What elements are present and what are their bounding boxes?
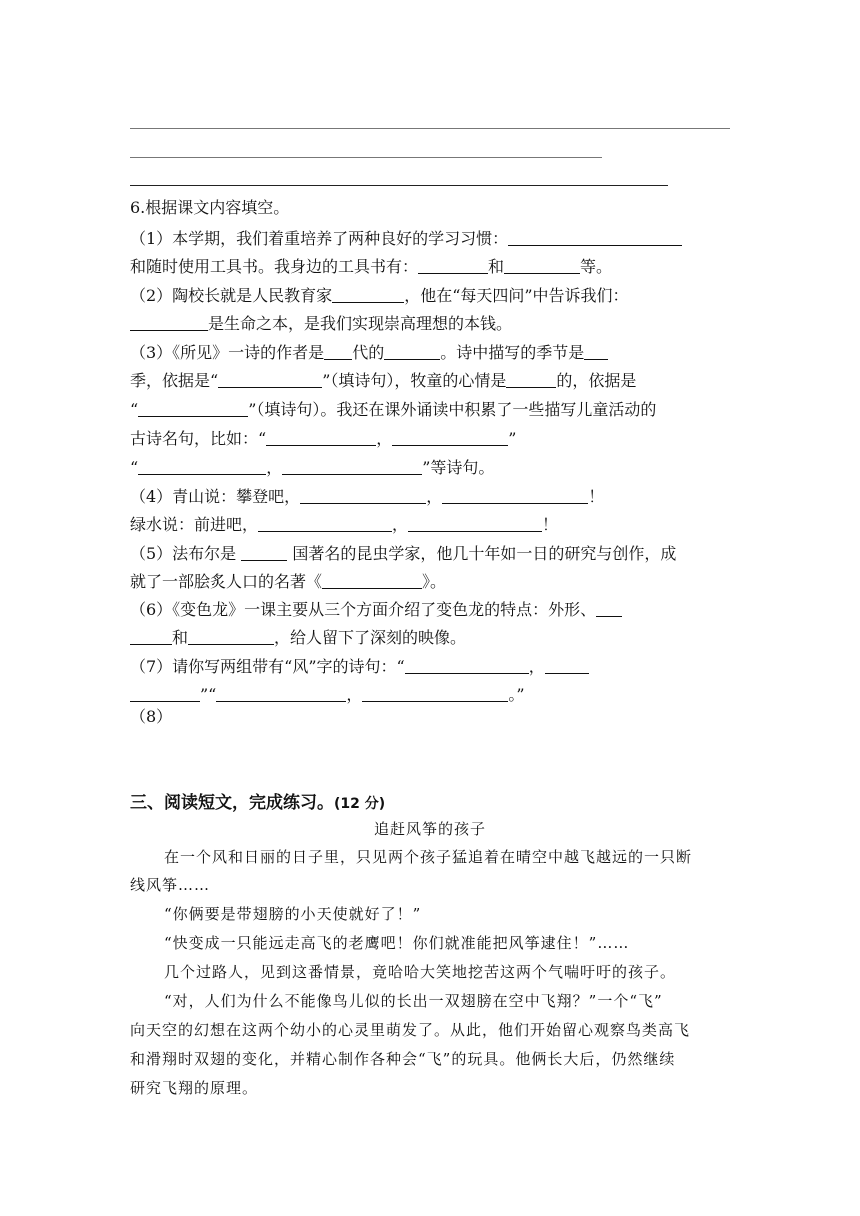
- fill-blank[interactable]: [130, 685, 200, 702]
- fill-blank[interactable]: [584, 343, 608, 360]
- question-6-item-6-line-1: （6）《变色龙》一课主要从三个方面介绍了变色龙的特点：外形、: [130, 599, 622, 621]
- question-6-item-3-line-5: “ ， ”等诗句。: [130, 458, 495, 477]
- question-6-item-4-line-2: 绿水说：前进吧， ， ！: [130, 515, 559, 534]
- fill-blank[interactable]: [392, 429, 508, 446]
- question-6-item-3-line-2: 季，依据是“ ”（填诗句），牧童的心情是 的，依据是: [130, 371, 637, 390]
- question-6-item-6-line-2: 和 ，给人留下了深刻的映像。: [130, 627, 466, 649]
- fill-blank[interactable]: [384, 343, 440, 360]
- question-6-item-3-line-4: 古诗名句，比如：“ ， ”: [130, 429, 517, 448]
- question-6-item-2-line-1: （2）陶校长就是人民教育家 ，他在“每天四问”中告诉我们：: [130, 286, 629, 305]
- fill-blank[interactable]: [322, 572, 422, 589]
- fill-blank[interactable]: [504, 257, 580, 274]
- passage-paragraph-5: “对，人们为什么不能像鸟儿似的长出一双翅膀在空中飞翔？”一个“飞”: [164, 992, 663, 1010]
- passage-paragraph-5-cont: 研究飞翔的原理。: [130, 1079, 259, 1097]
- question-6-item-8: （8）: [130, 707, 173, 726]
- question-6-item-7-line-1: （7）请你写两组带有“风”字的诗句：“ ，: [130, 656, 589, 678]
- question-6-item-5-line-2: 就了一部脍炙人口的名著《 》。: [130, 572, 447, 591]
- question-6-item-1-line-1: （1）本学期，我们着重培养了两种良好的学习习惯：: [130, 228, 682, 250]
- fill-blank[interactable]: [188, 628, 274, 645]
- section-3-points: (12 分): [334, 796, 386, 812]
- fill-blank[interactable]: [332, 286, 404, 303]
- passage-paragraph-1-cont: 线风筝……: [130, 876, 211, 894]
- fill-blank[interactable]: [241, 544, 287, 561]
- fill-blank[interactable]: [282, 458, 422, 475]
- section-3-heading: 三、阅读短文，完成练习。(12 分): [130, 793, 386, 813]
- question-6-item-2-line-2: 是生命之本，是我们实现崇高理想的本钱。: [130, 313, 512, 335]
- question-6-item-7-line-2: ”“ ， 。”: [130, 684, 525, 706]
- fill-blank[interactable]: [545, 657, 589, 674]
- fill-blank[interactable]: [506, 371, 556, 388]
- answer-line: [130, 157, 602, 158]
- passage-paragraph-2: “你俩要是带翅膀的小天使就好了！”: [164, 905, 422, 923]
- question-6-item-3-line-3: “ ”（填诗句）。我还在课外诵读中积累了一些描写儿童活动的: [130, 400, 657, 419]
- fill-blank[interactable]: [138, 458, 266, 475]
- passage-paragraph-1: 在一个风和日丽的日子里，只见两个孩子猛追着在晴空中越飞越远的一只断: [164, 848, 693, 866]
- question-6-item-1-line-2: 和随时使用工具书。我身边的工具书有： 和 等。: [130, 257, 613, 276]
- fill-blank[interactable]: [442, 487, 588, 504]
- fill-blank[interactable]: [130, 314, 208, 331]
- passage-title: 追赶风筝的孩子: [373, 820, 486, 838]
- question-6-item-3-line-1: （3）《所见》一诗的作者是 代的 。诗中描写的季节是: [130, 342, 608, 364]
- question-6-item-4-line-1: （4）青山说：攀登吧， ， ！: [130, 487, 605, 506]
- answer-line: [130, 128, 730, 129]
- fill-blank[interactable]: [508, 229, 682, 246]
- question-6-heading: 6.根据课文内容填空。: [130, 198, 290, 217]
- passage-paragraph-4: 几个过路人，见到这番情景，竟哈哈大笑地挖苦这两个气喘吁吁的孩子。: [164, 963, 677, 981]
- fill-blank[interactable]: [300, 487, 426, 504]
- passage-paragraph-5-cont: 和滑翔时双翅的变化，并精心制作各种会“飞”的玩具。他俩长大后，仍然继续: [130, 1050, 676, 1068]
- fill-blank[interactable]: [258, 515, 392, 532]
- fill-blank[interactable]: [324, 343, 352, 360]
- fill-blank[interactable]: [418, 257, 488, 274]
- fill-blank[interactable]: [362, 685, 508, 702]
- fill-blank[interactable]: [266, 429, 376, 446]
- fill-blank[interactable]: [596, 600, 622, 617]
- fill-blank[interactable]: [216, 685, 346, 702]
- answer-line: [130, 185, 668, 186]
- fill-blank[interactable]: [405, 657, 529, 674]
- question-6-item-5-line-1: （5）法布尔是 国著名的昆虫学家，他几十年如一日的研究与创作，成: [130, 544, 677, 563]
- passage-paragraph-5-cont: 向天空的幻想在这两个幼小的心灵里萌发了。从此，他们开始留心观察鸟类高飞: [130, 1021, 691, 1039]
- fill-blank[interactable]: [130, 628, 172, 645]
- fill-blank[interactable]: [408, 515, 542, 532]
- fill-blank[interactable]: [218, 371, 322, 388]
- fill-blank[interactable]: [138, 400, 248, 417]
- passage-paragraph-3: “快变成一只能远走高飞的老鹰吧！你们就准能把风筝逮住！”……: [164, 934, 630, 952]
